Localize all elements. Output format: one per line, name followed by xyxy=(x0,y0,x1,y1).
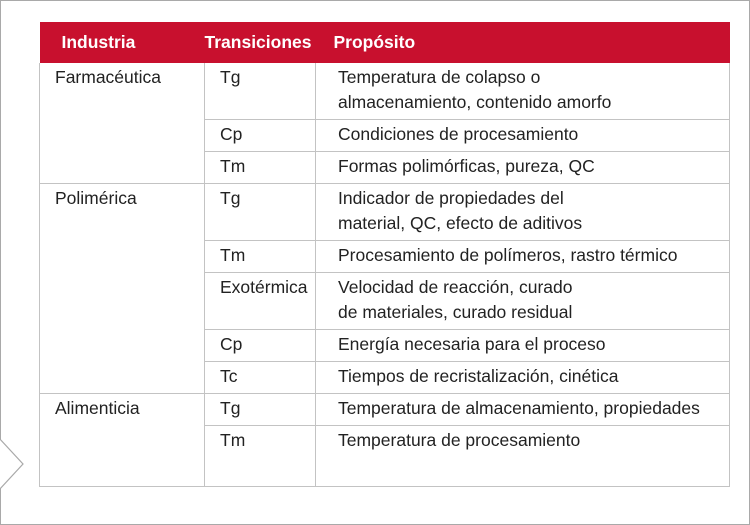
table-body xyxy=(40,63,730,487)
purpose-line: material, QC, efecto de aditivos xyxy=(338,213,583,233)
purpose-cell xyxy=(316,362,730,394)
purpose-line: Tiempos de recristalización, cinética xyxy=(338,366,619,386)
corner-arrow-icon xyxy=(0,438,25,490)
table-row xyxy=(40,184,730,241)
header-industry: Industria xyxy=(40,22,205,63)
transition-cell: Cp xyxy=(205,330,316,362)
purpose-cell xyxy=(316,273,730,330)
purpose-cell xyxy=(316,152,730,184)
table-row xyxy=(40,63,730,120)
transition-cell: Tg xyxy=(205,394,316,426)
purpose-line: de materiales, curado residual xyxy=(338,302,573,322)
industry-cell: Alimenticia xyxy=(40,394,205,487)
table-row xyxy=(40,394,730,426)
table-header-row xyxy=(40,22,730,63)
purpose-line: Indicador de propiedades del xyxy=(338,188,564,208)
purpose-line: Procesamiento de polímeros, rastro térmico xyxy=(338,245,678,265)
purpose-cell xyxy=(316,184,730,241)
purpose-cell xyxy=(316,330,730,362)
dsc-transitions-table xyxy=(39,22,730,487)
purpose-cell xyxy=(316,426,730,487)
purpose-line: Formas polimórficas, pureza, QC xyxy=(338,156,595,176)
purpose-line: Condiciones de procesamiento xyxy=(338,124,579,144)
purpose-line: Energía necesaria para el proceso xyxy=(338,334,606,354)
transition-cell: Cp xyxy=(205,120,316,152)
transition-cell: Tm xyxy=(205,241,316,273)
transition-cell: Tc xyxy=(205,362,316,394)
header-purpose: Propósito xyxy=(316,22,730,63)
transition-cell: Tg xyxy=(205,63,316,120)
purpose-cell xyxy=(316,120,730,152)
industry-cell: Polimérica xyxy=(40,184,205,394)
transition-cell: Exotérmica xyxy=(205,273,316,330)
purpose-line: Temperatura de almacenamiento, propiedades xyxy=(338,398,700,418)
purpose-cell xyxy=(316,241,730,273)
transition-cell: Tm xyxy=(205,152,316,184)
purpose-line: Velocidad de reacción, curado xyxy=(338,277,573,297)
header-transitions: Transiciones xyxy=(205,22,316,63)
purpose-line: Temperatura de colapso o xyxy=(338,67,541,87)
transition-cell: Tg xyxy=(205,184,316,241)
purpose-cell xyxy=(316,394,730,426)
purpose-line: almacenamiento, contenido amorfo xyxy=(338,92,612,112)
industry-cell: Farmacéutica xyxy=(40,63,205,184)
purpose-cell xyxy=(316,63,730,120)
purpose-line: Temperatura de procesamiento xyxy=(338,430,581,450)
transition-cell: Tm xyxy=(205,426,316,487)
